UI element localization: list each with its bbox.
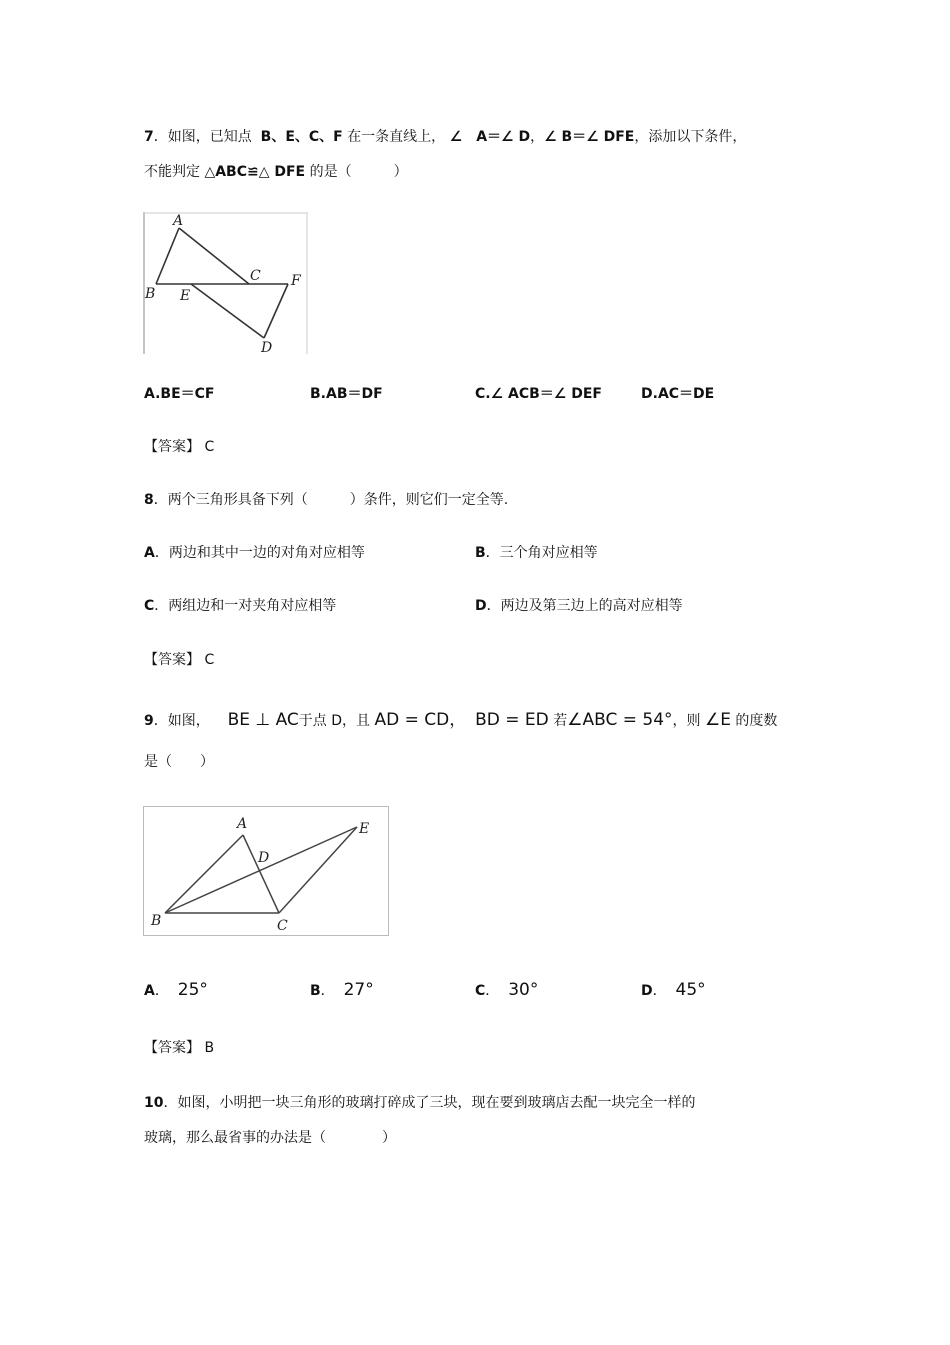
q8-option-a [144,543,365,563]
q9-label-c: C [277,918,288,934]
q8-option-c [144,596,336,616]
q10-text-b: 玻璃，那么最省事的办法是（ ） [144,1130,396,1146]
q9-label-d: D [258,850,270,866]
q8-answer [144,649,214,669]
q9-perpendicular: BE ⊥ AC [227,710,299,730]
q9-option-a-letter: A [144,983,155,999]
q7-line2 [144,162,408,182]
q8-option-c-text: ．两组边和一对夹角对应相等 [154,598,337,614]
q8-answer-value: C [204,652,215,668]
q9-answer-label: 【答案】 [144,1040,200,1056]
q7-number: 7 [144,129,154,145]
q7-angle-b: ∠ B＝∠ DFE [544,129,635,145]
q9-text-f: 是（ ） [144,754,214,770]
q9-option-c-value: 30° [508,980,539,1000]
q7-text-a: ．如图，已知点 [153,129,252,145]
q10-line1 [144,1093,695,1113]
q8-option-b-text: ．三个角对应相等 [485,545,598,561]
q8-option-c-letter: C [144,598,155,614]
q9-option-a-value: 25° [177,980,208,1000]
q7-label-a: A [173,213,184,229]
q7-text-e: 的是（ ） [309,164,408,180]
q7-option-b: B.AB＝DF [310,386,383,402]
q7-points: B、E、C、F [260,129,343,145]
q7-option-a: A.BE＝CF [144,386,215,402]
q9-text-b: 于点 D，且 [298,713,371,729]
q9-answer [144,1037,214,1057]
q7-answer-value: C [204,439,215,455]
q9-text-e: 的度数 [735,713,778,729]
q7-label-b: B [145,286,156,302]
q7-text-d: 不能判定 [144,164,200,180]
q9-label-a: A [237,816,248,832]
q7-option-c: C.∠ ACB＝∠ DEF [475,386,602,402]
q9-option-b-letter: B [310,983,321,999]
q7-label-f: F [291,273,301,289]
q8-option-d-text: ．两边及第三边上的高对应相等 [486,598,683,614]
q9-text-d: ，则 [672,713,701,729]
q8-line1 [144,490,508,510]
q7-sep: ， [530,129,545,145]
q9-eq-bd-ed: BD = ED [475,710,549,730]
q7-text-b: 在一条直线上， [347,129,446,145]
q8-option-b-letter: B [475,545,486,561]
q9-angle-abc: ∠ABC = 54° [567,710,673,730]
q7-line1 [144,127,746,147]
q7-congruence: △ABC≌△ DFE [204,164,306,180]
q8-option-d [475,596,683,616]
q7-label-e: E [180,288,191,304]
q9-line2 [144,752,214,772]
q9-option-c: C． 30° [475,980,539,1000]
q8-answer-label: 【答案】 [144,652,200,668]
q7-answer [144,436,214,456]
q10-number: 10 [144,1095,164,1111]
q7-figure [143,212,308,354]
q9-option-d: D． 45° [641,980,706,1000]
q9-figure [143,806,389,936]
q7-text-c: ，添加以下条件， [634,129,747,145]
q9-option-d-letter: D [641,983,653,999]
q8-option-d-letter: D [475,598,487,614]
q8-option-b [475,543,598,563]
q9-angle-e: ∠E [704,710,731,730]
q9-option-b-value: 27° [343,980,374,1000]
q7-label-d: D [261,340,273,354]
q8-number: 8 [144,492,154,508]
q9-text-a: ．如图， [153,713,210,729]
q7-option-d: D.AC＝DE [641,386,715,402]
q9-option-d-value: 45° [675,980,706,1000]
q9-label-b: B [151,913,162,929]
q7-label-c: C [250,268,261,284]
q9-number: 9 [144,713,154,729]
q9-option-c-letter: C [475,983,486,999]
q7-answer-label: 【答案】 [144,439,200,455]
q8-option-a-letter: A [144,545,155,561]
q10-text-a: ．如图，小明把一块三角形的玻璃打碎成了三块，现在要到玻璃店去配一块完全一样的 [163,1095,696,1111]
q9-text-c: 若 [553,713,568,729]
q9-option-a: A． 25° [144,980,208,1000]
q9-answer-value: B [204,1040,215,1056]
q10-line2 [144,1128,396,1148]
q7-angle-a: ∠ A＝∠ D [449,129,531,145]
q9-eq-ad-cd: AD = CD， [374,710,467,730]
q8-option-a-text: ．两边和其中一边的对角对应相等 [154,545,365,561]
q8-text: ．两个三角形具备下列（ ）条件，则它们一定全等. [153,492,509,508]
q9-option-b: B． 27° [310,980,374,1000]
q9-line1 [144,708,777,733]
q9-label-e: E [359,821,370,837]
